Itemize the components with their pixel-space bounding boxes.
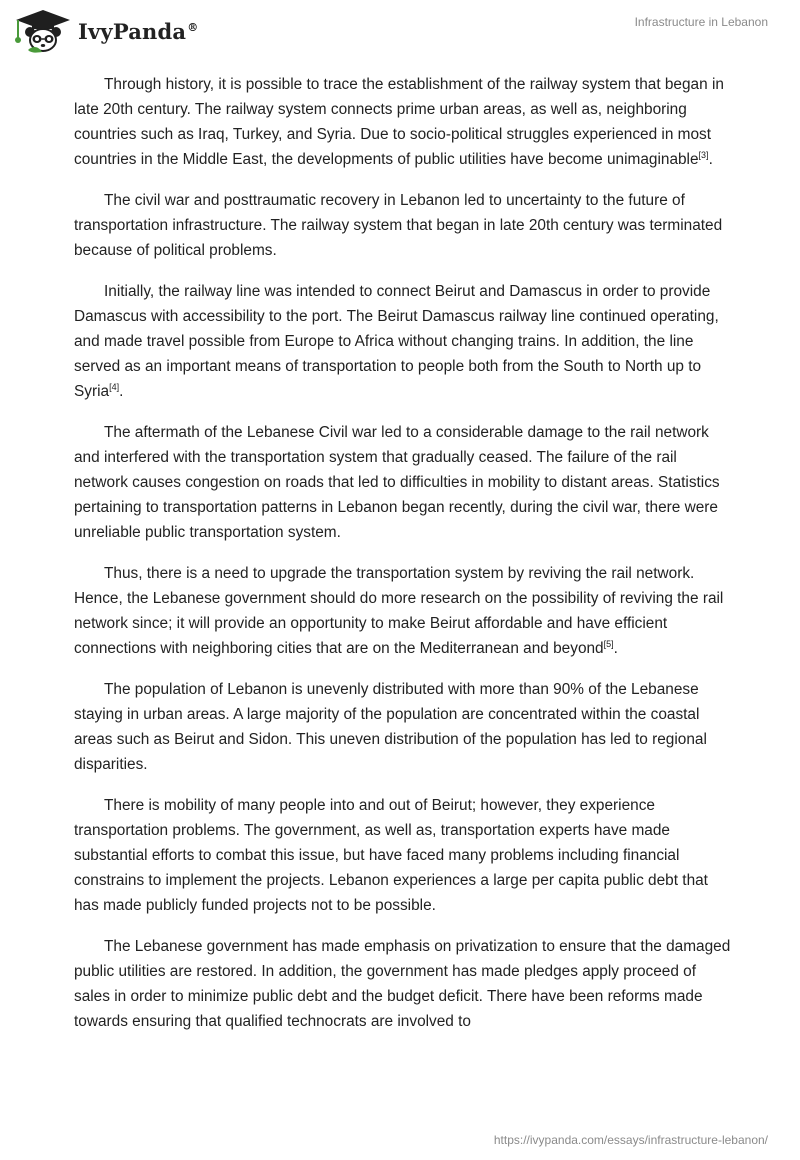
ivypanda-logo[interactable] — [12, 8, 198, 54]
paragraph-6: The population of Lebanon is unevenly distributed with more than 90% of the Lebanese staying in urban areas. A large majority of the population are concentrated within the coastal areas such as Beirut and Sidon. This uneven distribution of the population has led to regional disparities. — [74, 681, 707, 773]
essay-body — [74, 72, 734, 1050]
paragraph-8: The Lebanese government has made emphasis on privatization to ensure that the damaged public utilities are restored. In addition, the government has made pledges apply proceed of sales in order to minimize public debt and the budget deficit. There have been reforms made towards ensuring that qualified technocrats are involved to — [74, 938, 731, 1030]
citation-4[interactable]: [4] — [109, 382, 120, 392]
paragraph-3: Initially, the railway line was intended to connect Beirut and Damascus in order to provide Damascus with accessibility to the port. The Beirut Damascus railway line continued operating, and made travel possible from Europe to Africa without changing trains. In addition, the line served as an important means of transportation to people both from the South to North up to Syria[4]. — [74, 283, 719, 400]
citation-5[interactable]: [5] — [603, 639, 614, 649]
paragraph-4: The aftermath of the Lebanese Civil war led to a considerable damage to the rail network and interfered with the transportation system that gradually ceased. The failure of the rail network causes congestion on roads that led to difficulties in mobility to distant areas. Statistics pertaining to transportation patterns in Lebanon began recently, during the civil war, there were unreliable public transportation system. — [74, 424, 720, 541]
paragraph-7: There is mobility of many people into and out of Beirut; however, they experience transportation problems. The government, as well as, transportation experts have made substantial efforts to combat this issue, but have faced many problems including financial constrains to implement the projects. Lebanon experiences a large per capita public debt that has made publicly funded projects not to be possible. — [74, 797, 708, 914]
paragraph-1: Through history, it is possible to trace the establishment of the railway system that began in late 20th century. The railway system connects prime urban areas, as well as, neighboring countries such as Iraq, Turkey, and Syria. Due to socio-political struggles experienced in most countries in the Middle East, the developments of public utilities have become unimaginable[3]. — [74, 76, 724, 168]
document-title: Infrastructure in Lebanon — [634, 15, 768, 29]
paragraph-5: Thus, there is a need to upgrade the transportation system by reviving the rail network. Hence, the Lebanese government should do more research on the possibility of reviving the rail network since; it will provide an opportunity to make Beirut affordable and have efficient connections with neighboring cities that are on the Mediterranean and beyond[5]. — [74, 565, 724, 657]
citation-3[interactable]: [3] — [698, 150, 709, 160]
page-header — [0, 0, 800, 60]
brand-name: IvyPanda® — [78, 18, 199, 44]
source-url[interactable]: https://ivypanda.com/essays/infrastructure-lebanon/ — [493, 1133, 768, 1147]
paragraph-2: The civil war and posttraumatic recovery in Lebanon led to uncertainty to the future of transportation infrastructure. The railway system that began in late 20th century was terminated because of political problems. — [74, 192, 723, 259]
panda-graduate-icon — [12, 8, 74, 54]
